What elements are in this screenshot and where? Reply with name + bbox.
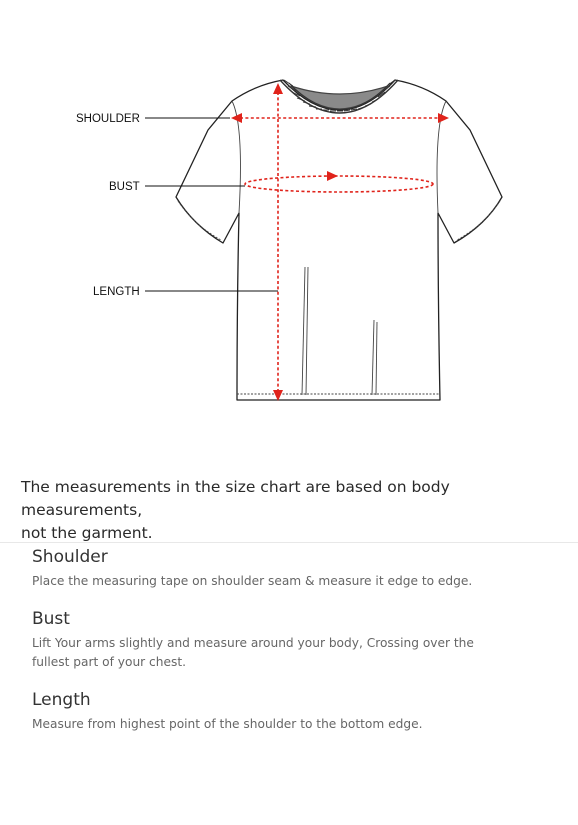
guide-length bbox=[32, 689, 552, 734]
guide-length-title: Length bbox=[32, 690, 91, 710]
callout-bust: BUST bbox=[109, 181, 140, 193]
t-shirt-icon bbox=[176, 80, 502, 400]
guide-bust bbox=[32, 608, 552, 672]
measurement-note: The measurements in the size chart are based on body measurements, not the garment. bbox=[21, 478, 450, 542]
guide-length-text: Measure from highest point of the shoulder to the bottom edge. bbox=[32, 717, 423, 731]
guide-shoulder bbox=[32, 546, 552, 591]
guide-shoulder-text: Place the measuring tape on shoulder seam & measure it edge to edge. bbox=[32, 574, 473, 588]
guide-bust-text: Lift Your arms slightly and measure around your body, Crossing over the fullest part of your chest. bbox=[32, 636, 474, 669]
guide-shoulder-title: Shoulder bbox=[32, 547, 108, 567]
section-divider bbox=[0, 542, 578, 543]
callout-length: LENGTH bbox=[93, 286, 140, 298]
callout-shoulder: SHOULDER bbox=[76, 113, 140, 125]
guide-bust-title: Bust bbox=[32, 609, 70, 629]
